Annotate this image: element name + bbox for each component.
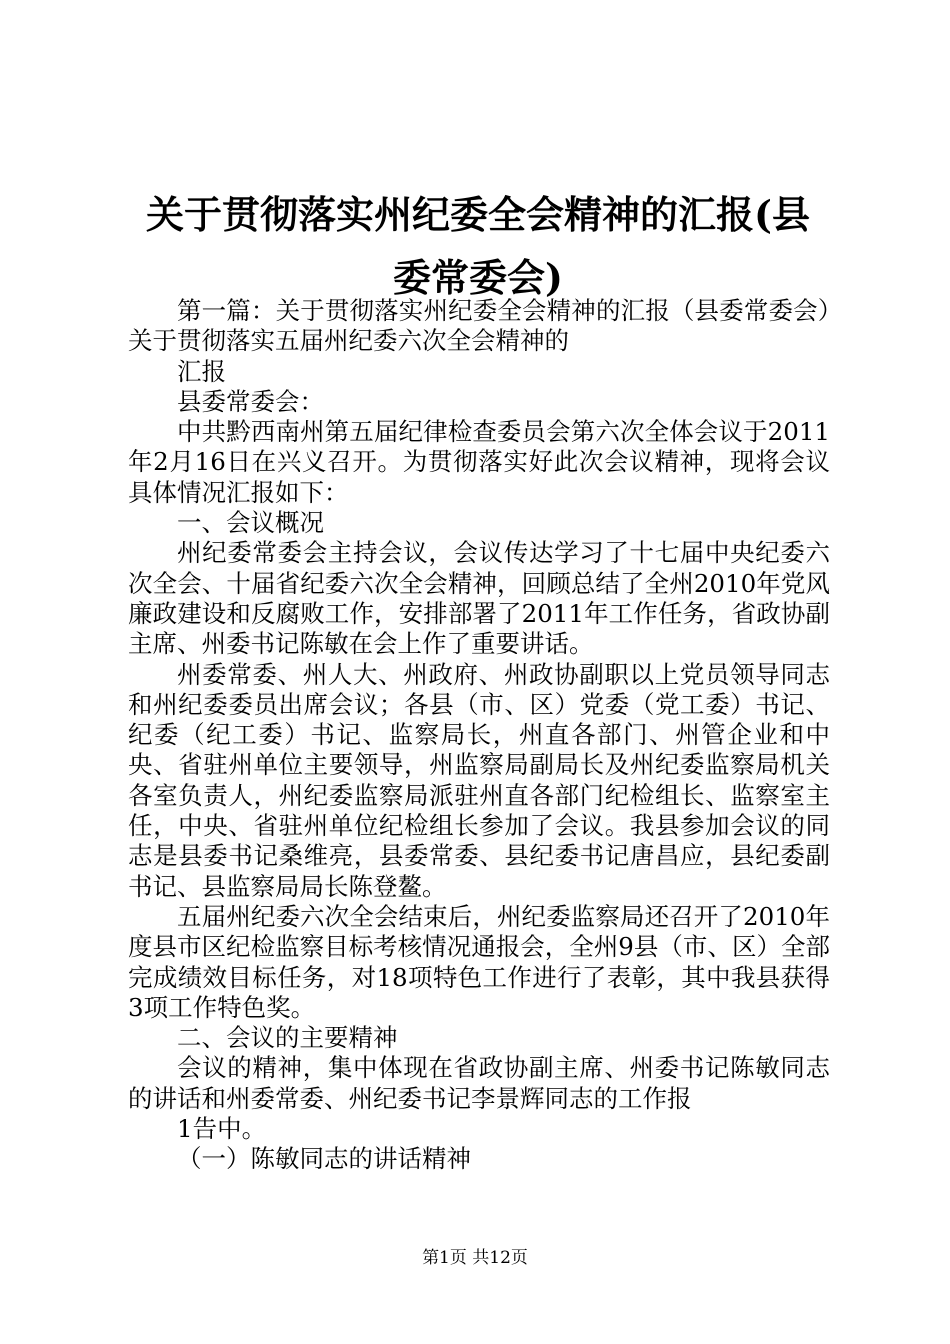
paragraph-intro: 中共黔西南州第五届纪律检查委员会第六次全体会议于2011年2月16日在兴义召开。为贯彻落实好此次会议精神，现将会议具体情况汇报如下：	[128, 417, 830, 507]
paragraph-overview-2: 州委常委、州人大、州政府、州政协副职以上党员领导同志和州纪委委员出席会议；各县（市、区）党委（党工委）书记、纪委（纪工委）书记、监察局长，州直各部门、州管企业和中央、省驻州单位主要领导，州监察局副局长及州纪委监察局机关各室负责人，州纪委监察局派驻州直各部门纪检组长、监察室主任，中央、省驻州单位纪检组长参加了会议。我县参加会议的同志是县委书记桑维亮，县委常委、县纪委书记唐昌应，县纪委副书记、县监察局局长陈登鳌。	[128, 659, 830, 901]
paragraph-heading-line: 第一篇：关于贯彻落实州纪委全会精神的汇报（县委常委会）关于贯彻落实五届州纪委六次全会精神的	[128, 296, 830, 356]
paragraph-report-word: 汇报	[177, 356, 226, 386]
document-body	[128, 296, 830, 1175]
paragraph-overview-3: 五届州纪委六次全会结束后，州纪委监察局还召开了2010年度县市区纪检监察目标考核情况通报会，全州9县（市、区）全部完成绩效目标任务，对18项特色工作进行了表彰，其中我县获得3项工作特色奖。	[128, 901, 830, 1022]
subsection-heading: （一）陈敏同志的讲话精神	[177, 1144, 471, 1174]
paragraph-spirit-2: 1告中。	[177, 1114, 267, 1144]
section-heading-spirit: 二、会议的主要精神	[177, 1023, 398, 1053]
paragraph-overview-1: 州纪委常委会主持会议，会议传达学习了十七届中央纪委六次全会、十届省纪委六次全会精神，回顾总结了全州2010年党风廉政建设和反腐败工作，安排部署了2011年工作任务，省政协副主席、州委书记陈敏在会上作了重要讲话。	[128, 538, 830, 659]
paragraph-salutation: 县委常委会：	[177, 386, 324, 416]
page-footer: 第1页 共12页	[422, 1248, 528, 1268]
document-title: 关于贯彻落实州纪委全会精神的汇报(县委常委会)	[146, 192, 810, 300]
section-heading-overview: 一、会议概况	[177, 508, 324, 538]
paragraph-spirit-1: 会议的精神，集中体现在省政协副主席、州委书记陈敏同志的讲话和州委常委、州纪委书记李景辉同志的工作报	[128, 1053, 830, 1113]
